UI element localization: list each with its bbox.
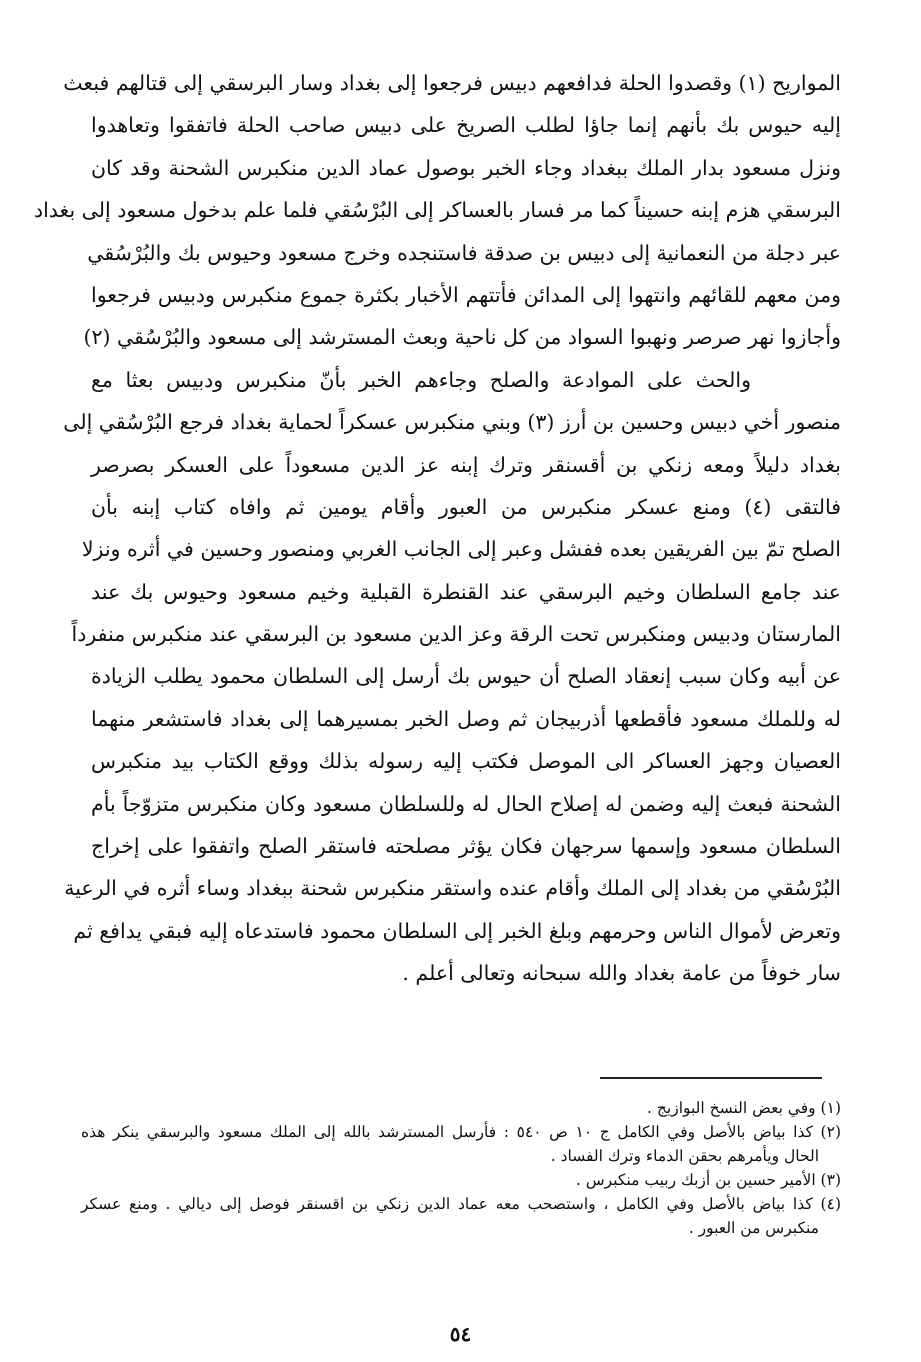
text-line: له وللملك مسعود فأقطعها أذربيجان ثم وصل الخبر بمسيرهما إلى بغداد فاستشعر منهما <box>91 706 841 731</box>
text-line: السلطان مسعود وإسمها سرجهان فكان يؤثر مصلحته فاستقر الصلح واتفقوا على إخراج <box>91 834 841 859</box>
text-line: عبر دجلة من النعمانية إلى دبيس بن صدقة فاستنجده وخرج مسعود وحيوس بك والبُرْسُقي <box>87 240 841 265</box>
text-line: ومن معهم للقائهم وانتهوا إلى المدائن فأتتهم الأخبار بكثرة جموع منكبرس ودبيس فرجعوا <box>91 282 841 307</box>
footnote-3: (٣) الأمير حسين بن أزبك ربيب منكبرس . <box>575 1171 841 1189</box>
text-line: ونزل مسعود بدار الملك ببغداد وجاء الخبر بوصول عماد الدين منكبرس الشحنة وقد كان <box>91 155 841 180</box>
text-line: عند جامع السلطان وخيم البرسقي عند القنطرة القبلية وخيم مسعود وحيوس بك عند <box>91 579 841 604</box>
text-line: المارستان ودبيس ومنكبرس تحت الرقة وعز الدين مسعود بن البرسقي عند منكبرس منفرداً <box>71 622 841 647</box>
text-line: عن أبيه وكان سبب إنعقاد الصلح أن حيوس بك أرسل إلى السلطان محمود يطلب الزيادة <box>91 664 841 689</box>
text-line: منصور أخي دبيس وحسين بن أرز (٣) وبني منكبرس عسكراً لحماية بغداد فرجع البُرْسُقي إلى <box>63 410 841 435</box>
text-line: إليه حيوس بك بأنهم إنما جاؤا لطلب الصريخ على دبيس صاحب الحلة فاتفقوا وتعاهدوا <box>91 113 841 138</box>
footnote-divider <box>600 1077 822 1079</box>
main-text <box>33 62 842 995</box>
footnotes <box>81 1096 841 1240</box>
text-line: فالتقى (٤) ومنع عسكر منكبرس من العبور وأقام يومين ثم وافاه كتاب إبنه بأن <box>91 494 842 519</box>
footnote-4-continuation: منكبرس من العبور . <box>688 1219 819 1237</box>
text-line: سار خوفاً من عامة بغداد والله سبحانه وتعالى أعلم . <box>402 961 841 986</box>
page-number: ٥٤ <box>449 1322 472 1346</box>
text-line: بغداد دليلاً ومعه زنكي بن أقسنقر وترك إبنه عز الدين مسعوداً على العسكر بصرصر <box>91 452 841 477</box>
footnote-2: (٢) كذا بياض بالأصل وفي الكامل ج ١٠ ص ٥٤٠ : فأرسل المسترشد بالله إلى الملك مسعود والبرسقي ينكر هذه <box>81 1123 841 1141</box>
footnote-2-continuation: الحال ويأمرهم بحقن الدماء وترك الفساد . <box>550 1147 819 1165</box>
text-line: وأجازوا نهر صرصر ونهبوا السواد من كل ناحية وبعث المسترشد إلى مسعود والبُرْسُقي (٢) <box>83 325 841 350</box>
text-line: الشحنة فبعث إليه وضمن له إصلاح الحال له وللسلطان مسعود وكان منكبرس متزوّجاً بأم <box>91 791 841 816</box>
text-line: البُرْسُقي من بغداد إلى الملك وأقام عنده واستقر منكبرس شحنة ببغداد وساء أثره في الرعية <box>64 876 841 901</box>
text-line: البرسقي هزم إبنه حسيناً كما مر فسار بالعساكر إلى البُرْسُقي فلما علم بدخول مسعود إلى بغداد <box>33 198 841 223</box>
footnote-1: (١) وفي بعض النسخ البوازيج . <box>647 1099 841 1117</box>
text-line: الصلح تمّ بين الفريقين بعده ففشل وعبر إلى الجانب الغربي ومنصور وحسين في أثره ونزلا <box>81 537 841 562</box>
text-line: والحث على الموادعة والصلح وجاءهم الخبر بأنّ منكبرس ودبيس بعثا مع <box>91 367 751 392</box>
footnote-4: (٤) كذا بياض بالأصل وفي الكامل ، واستصحب معه عماد الدين زنكي بن اقسنقر فوصل إلى ديالي . ومنع عسكر <box>81 1195 841 1213</box>
text-line: المواريح (١) وقصدوا الحلة فدافعهم دبيس فرجعوا إلى بغداد وسار البرسقي إلى قتالهم فبعث <box>63 71 841 95</box>
text-line: وتعرض لأموال الناس وحرمهم وبلغ الخبر إلى السلطان محمود فاستدعاه إليه فبقي يدافع ثم <box>73 918 841 943</box>
text-line: العصيان وجهز العساكر الى الموصل فكتب إليه رسوله بذلك ووقع الكتاب بيد منكبرس <box>91 749 841 774</box>
